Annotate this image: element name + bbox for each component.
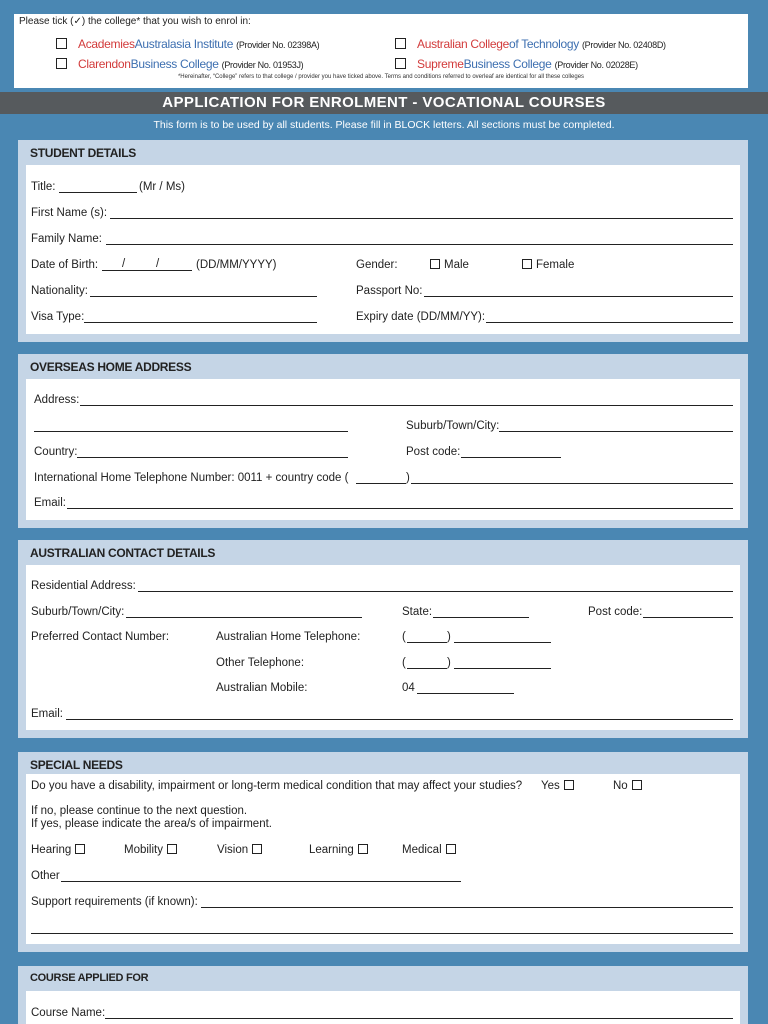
home-tel-area-code-field[interactable] <box>407 642 447 643</box>
checkbox-icon[interactable] <box>430 259 440 269</box>
area-vision-option[interactable]: Vision <box>217 844 266 856</box>
residential-address-field[interactable] <box>138 591 733 592</box>
checkbox-icon[interactable] <box>167 844 177 854</box>
area-hearing-option[interactable]: Hearing <box>31 844 89 856</box>
state-field[interactable] <box>433 617 529 618</box>
section-heading: STUDENT DETAILS <box>30 146 136 160</box>
passport-field[interactable] <box>424 296 733 297</box>
support-requirements-line2-field[interactable] <box>31 933 733 934</box>
expiry-date-field[interactable] <box>486 322 733 323</box>
section-heading: OVERSEAS HOME ADDRESS <box>30 360 192 374</box>
mobile-field[interactable] <box>417 693 514 694</box>
area-mobility-option[interactable]: Mobility <box>124 844 181 856</box>
checkbox-icon[interactable] <box>564 780 574 790</box>
college-checkbox[interactable] <box>395 38 406 49</box>
overseas-email-field[interactable] <box>67 508 733 509</box>
college-footnote: *Hereinafter, “College” refers to that college / provider you have ticked above. Terms and conditions referred to overleaf are identical for all these colleges <box>177 74 585 80</box>
college-checkbox[interactable] <box>56 58 67 69</box>
nationality-field[interactable] <box>90 296 317 297</box>
aus-postcode-field[interactable] <box>643 617 733 618</box>
student-details-section <box>18 140 748 342</box>
overseas-address-line2-field[interactable] <box>34 431 348 432</box>
overseas-address-body: Address: Suburb/Town/City: Country: Post code: International Home Telephone Number: 0011 + country code ( ) Email: <box>26 379 740 520</box>
area-learning-option[interactable]: Learning <box>309 844 372 856</box>
other-impairment-field[interactable] <box>61 881 461 882</box>
college-checkbox[interactable] <box>395 58 406 69</box>
course-applied-body: Course Name: <box>26 991 740 1024</box>
course-name-field[interactable] <box>105 1018 733 1019</box>
tick-instruction: Please tick (✓) the college* that you wish to enrol in: <box>19 16 251 27</box>
support-requirements-field[interactable] <box>201 907 733 908</box>
overseas-address-field[interactable] <box>80 405 733 406</box>
overseas-address-section <box>18 354 748 528</box>
section-heading: SPECIAL NEEDS <box>30 758 123 772</box>
checkbox-icon[interactable] <box>522 259 532 269</box>
other-tel-field[interactable] <box>454 668 551 669</box>
college-checkbox[interactable] <box>56 38 67 49</box>
checkbox-icon[interactable] <box>252 844 262 854</box>
overseas-postcode-field[interactable] <box>461 457 561 458</box>
aus-suburb-field[interactable] <box>126 617 362 618</box>
course-applied-section <box>18 966 748 1024</box>
checkbox-icon[interactable] <box>75 844 85 854</box>
aus-email-field[interactable] <box>66 719 733 720</box>
country-field[interactable] <box>77 457 348 458</box>
australian-contact-section <box>18 540 748 738</box>
area-medical-option[interactable]: Medical <box>402 844 460 856</box>
country-code-field[interactable] <box>356 483 406 484</box>
australian-contact-body: Residential Address: Suburb/Town/City: State: Post code: Preferred Contact Number: Australian Home Telephone: ( ) Other Telephone: ( ) Australian Mobile: 04 Email: <box>26 565 740 730</box>
special-needs-body: Do you have a disability, impairment or long-term medical condition that may affect your studies? Yes No If no, please continue to the next question. If yes, please indicate the area/s of impairment. Hearing Mobility Vision Learning Medical Other Support requirements (if known): <box>26 774 740 944</box>
form-subtitle: This form is to be used by all students. Please fill in BLOCK letters. All sections must be completed. <box>153 119 615 131</box>
gender-male-option[interactable]: Male <box>426 259 469 271</box>
home-tel-field[interactable] <box>454 642 551 643</box>
section-heading: AUSTRALIAN CONTACT DETAILS <box>30 546 216 560</box>
family-name-field[interactable] <box>106 244 733 245</box>
student-details-body: Title: (Mr / Ms) First Name (s): Family Name: Date of Birth: / / (DD/MM/YYYY) Gender: Male Female Nationality: Passport No: Visa Type: Expiry date (DD/MM/YY): <box>26 165 740 334</box>
title-field[interactable] <box>59 192 137 193</box>
checkbox-icon[interactable] <box>358 844 368 854</box>
overseas-suburb-field[interactable] <box>499 431 733 432</box>
college-selection-panel: Please tick (✓) the college* that you wish to enrol in: AcademiesAustralasia Institute (Provider No. 02398A) Australian Collegeof Technology (Provider No. 02408D) ClarendonBusiness College (Provider No. 01953J) SupremeBusiness College (Provider No. 02028E) *Hereinafter, “College” refers to that college / provider you have ticked above. Terms and conditions referred to overleaf are identical for all these colleges <box>14 14 748 88</box>
section-heading: COURSE APPLIED FOR <box>30 972 149 984</box>
gender-female-option[interactable]: Female <box>518 259 574 271</box>
checkbox-icon[interactable] <box>632 780 642 790</box>
other-tel-area-code-field[interactable] <box>407 668 447 669</box>
special-needs-section <box>18 752 748 952</box>
first-name-field[interactable] <box>110 218 733 219</box>
checkbox-icon[interactable] <box>446 844 456 854</box>
dob-field[interactable] <box>102 270 192 271</box>
form-title: APPLICATION FOR ENROLMENT - VOCATIONAL COURSES <box>0 92 768 114</box>
disability-no-option[interactable]: No <box>613 780 646 792</box>
disability-yes-option[interactable]: Yes <box>541 780 578 792</box>
intl-phone-field[interactable] <box>411 483 733 484</box>
visa-type-field[interactable] <box>84 322 317 323</box>
